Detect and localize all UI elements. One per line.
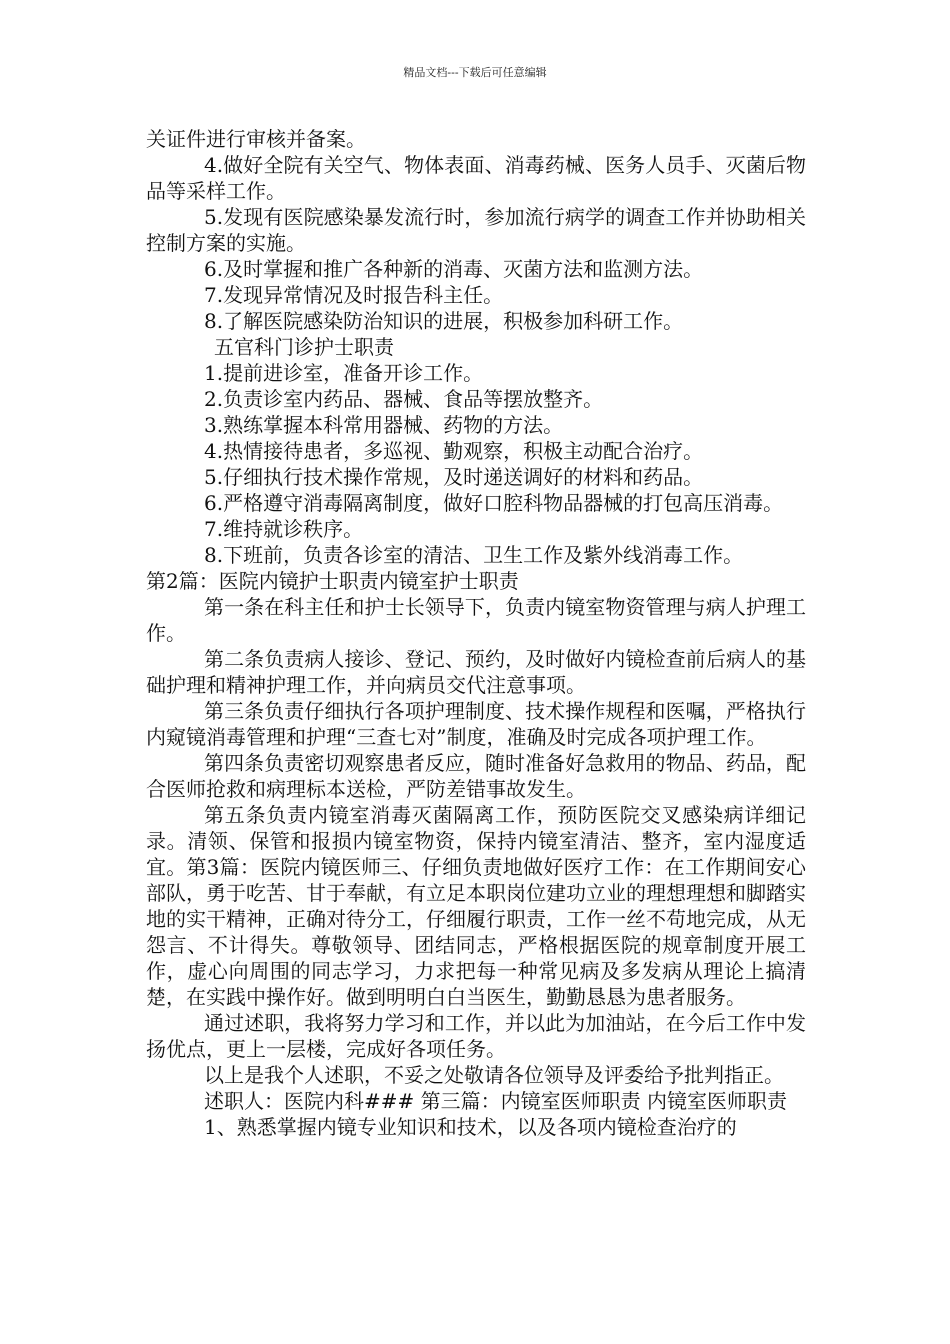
paragraph: 1.提前进诊室，准备开诊工作。	[204, 361, 484, 385]
paragraph: 通过述职，我将努力学习和工作，并以此为加油站，在今后工作中发扬优点，更上一层楼，完成好各项任务。	[146, 1011, 806, 1061]
document-body	[146, 126, 806, 1140]
paragraph: 第四条负责密切观察患者反应，随时准备好急救用的物品、药品，配合医师抢救和病理标本送检，严防差错事故发生。	[146, 751, 806, 801]
paragraph: 4.热情接待患者，多巡视、勤观察，积极主动配合治疗。	[204, 439, 704, 463]
paragraph: 述职人：医院内科### 第三篇：内镜室医师职责 内镜室医师职责	[204, 1089, 787, 1113]
paragraph: 5.仔细执行技术操作常规，及时递送调好的材料和药品。	[204, 465, 704, 489]
paragraph: 8.下班前，负责各诊室的清洁、卫生工作及紫外线消毒工作。	[204, 543, 744, 567]
paragraph: 2.负责诊室内药品、器械、食品等摆放整齐。	[204, 387, 604, 411]
paragraph: 关证件进行审核并备案。	[146, 127, 366, 151]
paragraph: 7.发现异常情况及时报告科主任。	[204, 283, 504, 307]
paragraph: 五官科门诊护士职责	[214, 335, 394, 359]
paragraph: 6.及时掌握和推广各种新的消毒、灭菌方法和监测方法。	[204, 257, 704, 281]
paragraph: 5.发现有医院感染暴发流行时，参加流行病学的调查工作并协助相关控制方案的实施。	[146, 205, 806, 255]
paragraph: 第五条负责内镜室消毒灭菌隔离工作，预防医院交叉感染病详细记录。清领、保管和报损内镜室物资，保持内镜室清洁、整齐，室内湿度适宜。第3篇：医院内镜医师三、仔细负责地做好医疗工作：在工作期间安心部队，勇于吃苦、甘于奉献，有立足本职岗位建功立业的理想理想和脚踏实地的实干精神，正确对待分工，仔细履行职责，工作一丝不苟地完成，从无怨言、不计得失。尊敬领导、团结同志，严格根据医院的规章制度开展工作，虚心向周围的同志学习，力求把每一种常见病及多发病从理论上搞清楚，在实践中操作好。做到明明白白当医生，勤勤恳恳为患者服务。	[146, 803, 806, 1009]
paragraph: 6.严格遵守消毒隔离制度，做好口腔科物品器械的打包高压消毒。	[204, 491, 784, 515]
paragraph: 第2篇：医院内镜护士职责内镜室护士职责	[146, 569, 519, 593]
paragraph: 第一条在科主任和护士长领导下，负责内镜室物资管理与病人护理工作。	[146, 595, 806, 645]
paragraph: 3.熟练掌握本科常用器械、药物的方法。	[204, 413, 564, 437]
paragraph: 1、熟悉掌握内镜专业知识和技术，以及各项内镜检查治疗的	[204, 1115, 737, 1139]
paragraph: 第二条负责病人接诊、登记、预约，及时做好内镜检查前后病人的基础护理和精神护理工作，并向病员交代注意事项。	[146, 647, 806, 697]
paragraph: 7.维持就诊秩序。	[204, 517, 364, 541]
page-header: 精品文档---下载后可任意编辑	[403, 66, 547, 79]
paragraph: 以上是我个人述职，不妥之处敬请各位领导及评委给予批判指正。	[204, 1063, 784, 1087]
paragraph: 4.做好全院有关空气、物体表面、消毒药械、医务人员手、灭菌后物品等采样工作。	[146, 153, 806, 203]
paragraph: 第三条负责仔细执行各项护理制度、技术操作规程和医嘱，严格执行内窥镜消毒管理和护理“三查七对”制度，准确及时完成各项护理工作。	[146, 699, 806, 749]
paragraph: 8.了解医院感染防治知识的进展，积极参加科研工作。	[204, 309, 684, 333]
